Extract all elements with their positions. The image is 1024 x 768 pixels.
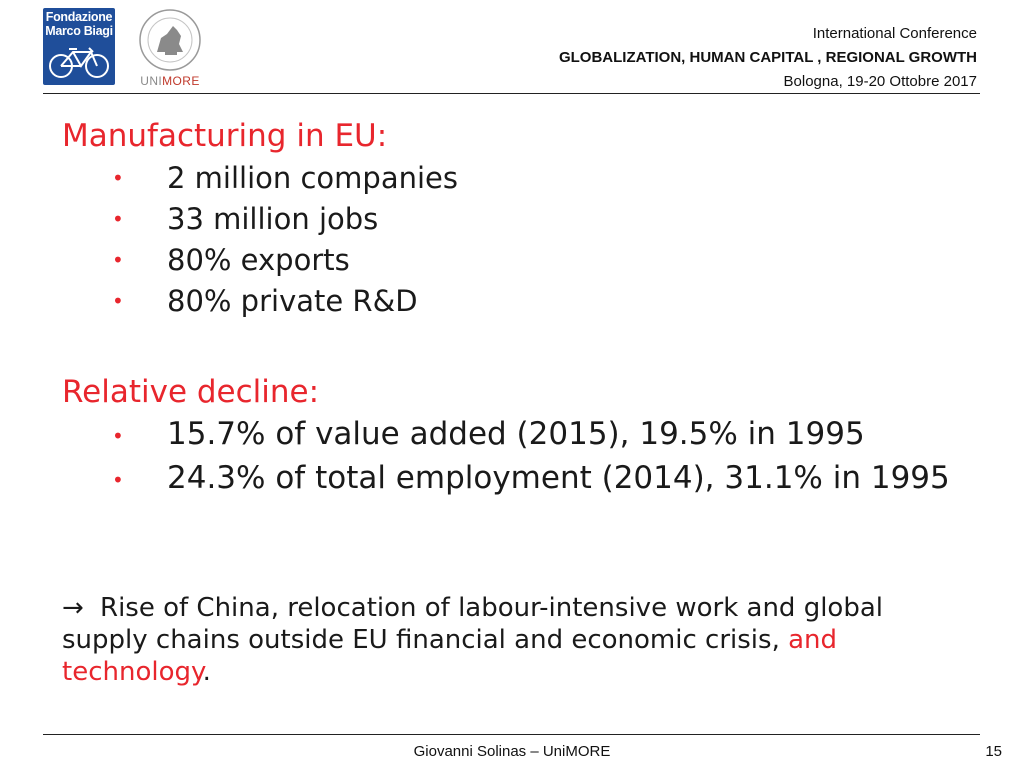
conclusion-text: Rise of China, relocation of labour-intensive work and global supply chains outside EU financial and economic crisis, <box>62 593 883 655</box>
page-number: 15 <box>985 743 1002 760</box>
conference-title: GLOBALIZATION, HUMAN CAPITAL , REGIONAL GROWTH <box>558 49 977 66</box>
conclusion-end: . <box>202 657 211 687</box>
footer-author: Giovanni Solinas – UniMORE <box>413 743 611 760</box>
conclusion-paragraph <box>62 592 962 688</box>
unimore-wordmark <box>134 74 206 88</box>
bullet-text: 33 million jobs <box>167 202 379 236</box>
section-heading-manufacturing: Manufacturing in EU: <box>62 118 388 154</box>
bullet-item <box>112 458 972 498</box>
footer-divider <box>43 734 980 735</box>
bullet-item <box>112 281 458 322</box>
bullet-text: 80% private R&D <box>167 284 418 318</box>
conclusion-highlight: and technology <box>62 625 838 687</box>
unimore-logo <box>134 8 206 90</box>
fondazione-marco-biagi-logo <box>43 8 115 85</box>
arrow-right-icon: → <box>62 593 84 623</box>
bullet-text: 24.3% of total employment (2014), 31.1% in 1995 <box>167 460 950 496</box>
logo-line2: Marco Biagi <box>45 24 113 38</box>
header-divider <box>43 93 980 94</box>
bullet-icon: • <box>112 248 124 272</box>
conference-place-date: Bologna, 19-20 Ottobre 2017 <box>783 73 977 90</box>
bullet-icon: • <box>112 166 124 190</box>
bullet-text: 15.7% of value added (2015), 19.5% in 1995 <box>167 416 865 452</box>
bullet-icon: • <box>112 289 124 313</box>
bullet-item <box>112 158 458 199</box>
wordmark-uni: UNI <box>140 74 163 88</box>
wordmark-more: MORE <box>162 74 200 88</box>
bullet-icon: • <box>112 207 124 231</box>
bullet-item <box>112 240 458 281</box>
university-seal-icon <box>137 8 203 72</box>
decline-bullet-list <box>112 414 972 502</box>
section-heading-relative-decline: Relative decline: <box>62 374 320 410</box>
bullet-icon: • <box>112 468 124 492</box>
bullet-item <box>112 414 972 454</box>
bullet-text: 80% exports <box>167 243 350 277</box>
bullet-item <box>112 199 458 240</box>
manufacturing-bullet-list <box>112 158 458 322</box>
conference-type: International Conference <box>812 25 977 42</box>
conference-info <box>559 22 977 94</box>
bullet-text: 2 million companies <box>167 161 458 195</box>
bullet-icon: • <box>112 424 124 448</box>
logo-line1: Fondazione <box>45 10 113 24</box>
bicycle-icon <box>47 44 111 80</box>
